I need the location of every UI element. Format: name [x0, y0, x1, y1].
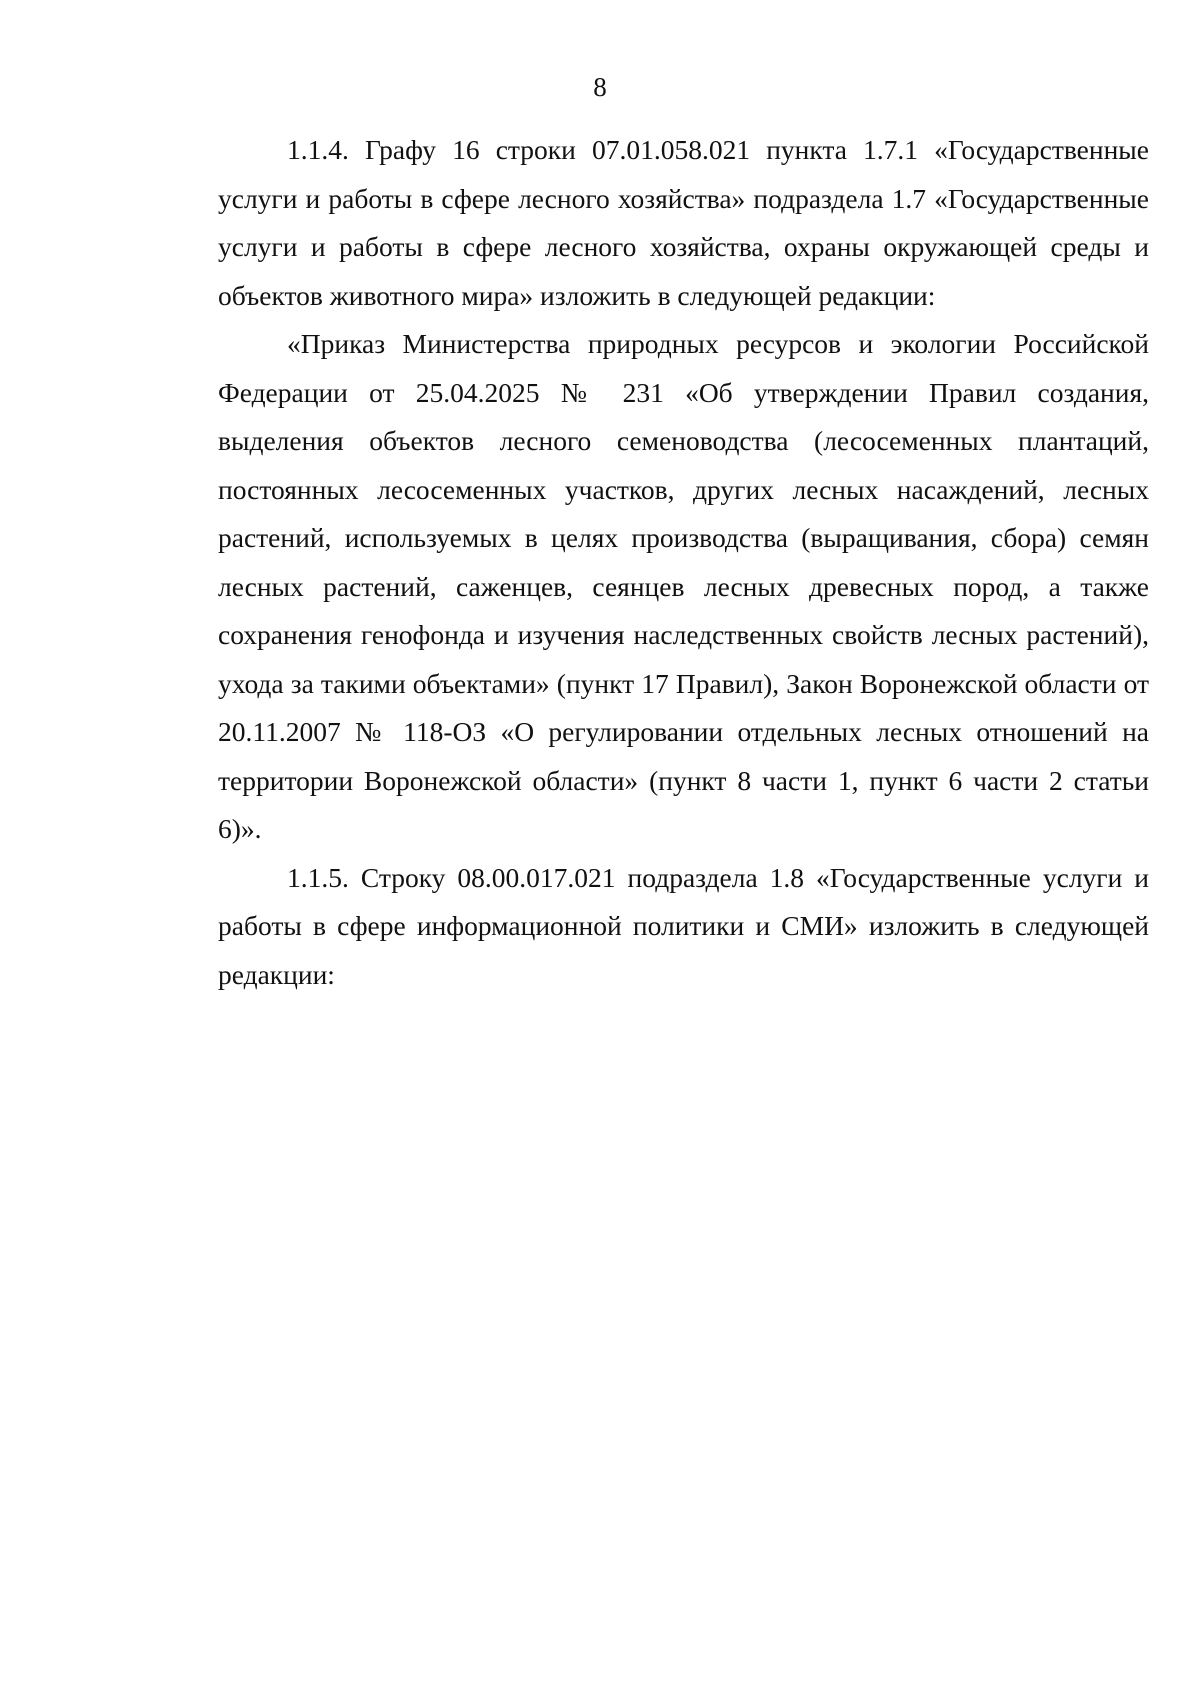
document-body — [218, 126, 1149, 999]
paragraph-1-1-4: 1.1.4. Графу 16 строки 07.01.058.021 пункта 1.7.1 «Государственные услуги и работы в сфере лесного хозяйства» подраздела 1.7 «Государственные услуги и работы в сфере лесного хозяйства, охраны окружающей среды и объектов животного мира» изложить в следующей редакции: — [218, 134, 1149, 311]
page-number: 8 — [593, 72, 607, 102]
paragraph-quoted-legal-basis: «Приказ Министерства природных ресурсов и экологии Российской Федерации от 25.04.2025 № 231 «Об утверждении Правил создания, выделения объектов лесного семеноводства (лесосеменных плантаций, постоянных лесосеменных участков, других лесных насаждений, лесных растений, используемых в целях производства (выращивания, сбора) семян лесных растений, саженцев, сеянцев лесных древесных пород, а также сохранения генофонда и изучения наследственных свойств лесных растений), ухода за такими объектами» (пункт 17 Правил), Закон Воронежской области от 20.11.2007 № 118-ОЗ «О регулировании отдельных лесных отношений на территории Воронежской области» (пункт 8 части 1, пункт 6 части 2 статьи 6)». — [218, 328, 1149, 844]
paragraph-1-1-5: 1.1.5. Строку 08.00.017.021 подраздела 1.8 «Государственные услуги и работы в сфере информационной политики и СМИ» изложить в следующей редакции: — [218, 861, 1149, 990]
